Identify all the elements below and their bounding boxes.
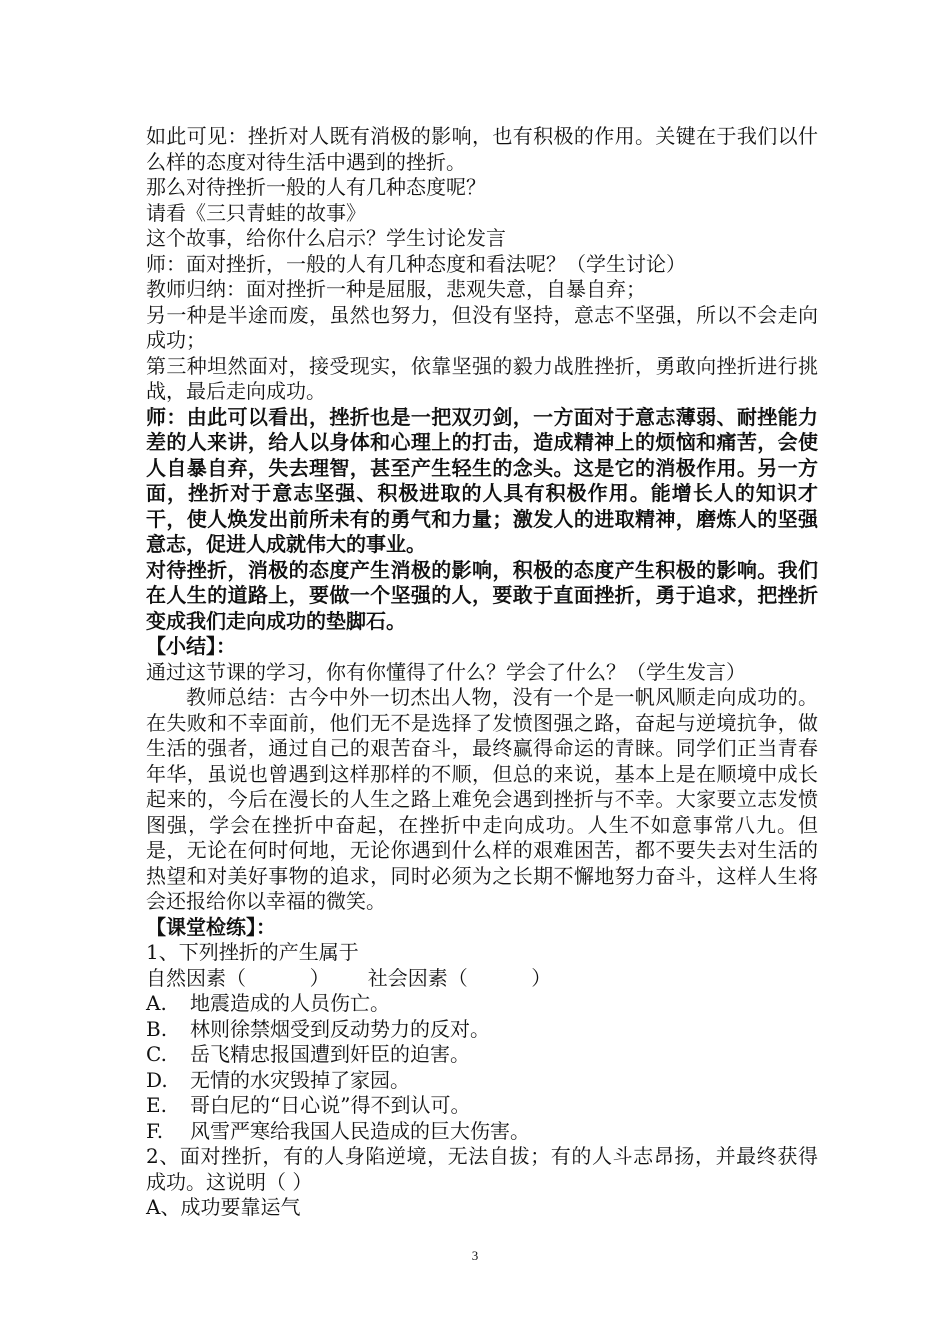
paragraph: 另一种是半途而废，虽然也努力，但没有坚持，意志不坚强，所以不会走向成功； (146, 302, 818, 352)
option-letter: D. (146, 1067, 168, 1092)
paragraph: 教师总结：古今中外一切杰出人物，没有一个是一帆风顺走向成功的。在失败和不幸面前，他们无不是选择了发愤图强之路，奋起与逆境抗争，做生活的强者，通过自己的艰苦奋斗，最终赢得命运的青睐。同学们正当青春年华，虽说也曾遇到这样那样的不顺，但总的来说，基本上是在顺境中成长起来的，今后在漫长的人生之路上难免会遇到挫折与不幸。大家要立志发愤图强，学会在挫折中奋起，在挫折中走向成功。人生不如意事常八九。但是，无论在何时何地，无论你遇到什么样的艰难困苦，都不要失去对生活的热望和对美好事物的追求，同时必须为之长期不懈地努力奋斗，这样人生将会还报给你以幸福的微笑。 (146, 685, 818, 913)
option (146, 1119, 818, 1145)
option (146, 1042, 818, 1068)
option-letter: C. (146, 1042, 167, 1066)
option (146, 1017, 818, 1043)
bold-paragraph: 师：由此可以看出，挫折也是一把双刃剑，一方面对于意志薄弱、耐挫能力差的人来讲，给人以身体和心理上的打击，造成精神上的烦恼和痛苦，会使人自暴自弃，失去理智，甚至产生轻生的念头。这是它的消极作用。另一方面，挫折对于意志坚强、积极进取的人具有积极作用。能增长人的知识才干，使人焕发出前所未有的勇气和力量；激发人的进取精神，磨炼人的坚强意志，促进人成就伟大的事业。 (146, 404, 818, 556)
question-1-options (146, 991, 818, 1144)
option (146, 991, 818, 1017)
option-text: 地震造成的人员伤亡。 (190, 991, 390, 1015)
document-body (146, 124, 818, 1221)
paragraph: 这个故事，给你什么启示？学生讨论发言 (146, 226, 506, 250)
option (146, 1068, 818, 1094)
option-text: 无情的水灾毁掉了家园。 (190, 1067, 410, 1092)
paragraph: 师：面对挫折，一般的人有几种态度和看法呢？（学生讨论） (146, 251, 686, 276)
paragraph: 那么对待挫折一般的人有几种态度呢？ (146, 175, 486, 199)
question-1: 1、下列挫折的产生属于 (146, 940, 359, 964)
question-1-blanks: 自然因素（ ） 社会因素（ ） (146, 965, 552, 990)
option-text: 风雪严寒给我国人民造成的巨大伤害。 (190, 1118, 530, 1143)
practice-heading: 【课堂检练】： (146, 914, 276, 939)
bold-paragraph: 对待挫折，消极的态度产生消极的影响，积极的态度产生积极的影响。我们在人生的道路上，要做一个坚强的人，要敢于直面挫折，勇于追求，把挫折变成我们走向成功的垫脚石。 (146, 557, 818, 633)
question-2: 2、面对挫折，有的人身陷逆境，无法自拔；有的人斗志昂扬，并最终获得成功。这说明（ ） (146, 1144, 818, 1194)
option-letter: B. (146, 1016, 168, 1041)
option-text: 哥白尼的“日心说”得不到认可。 (190, 1093, 471, 1117)
paragraph: 通过这节课的学习，你有你懂得了什么？学会了什么？（学生发言） (146, 659, 746, 684)
paragraph: 教师归纳：面对挫折一种是屈服，悲观失意，自暴自弃； (146, 277, 646, 301)
option-letter: A. (146, 991, 167, 1015)
page-number: 3 (471, 1248, 479, 1263)
question-2-option-a: A、成功要靠运气 (146, 1195, 301, 1219)
option (146, 1093, 818, 1119)
option-letter: E. (146, 1093, 167, 1117)
option-text: 林则徐禁烟受到反动势力的反对。 (190, 1016, 490, 1041)
paragraph: 第三种坦然面对，接受现实，依靠坚强的毅力战胜挫折，勇敢向挫折进行挑战，最后走向成功。 (146, 353, 818, 403)
paragraph: 如此可见：挫折对人既有消极的影响，也有积极的作用。关键在于我们以什么样的态度对待生活中遇到的挫折。 (146, 124, 818, 174)
paragraph: 请看《三只青蛙的故事》 (146, 200, 366, 225)
option-text: 岳飞精忠报国遭到奸臣的迫害。 (190, 1042, 470, 1066)
summary-heading: 【小结】： (146, 634, 236, 658)
option-letter: F. (146, 1118, 164, 1143)
